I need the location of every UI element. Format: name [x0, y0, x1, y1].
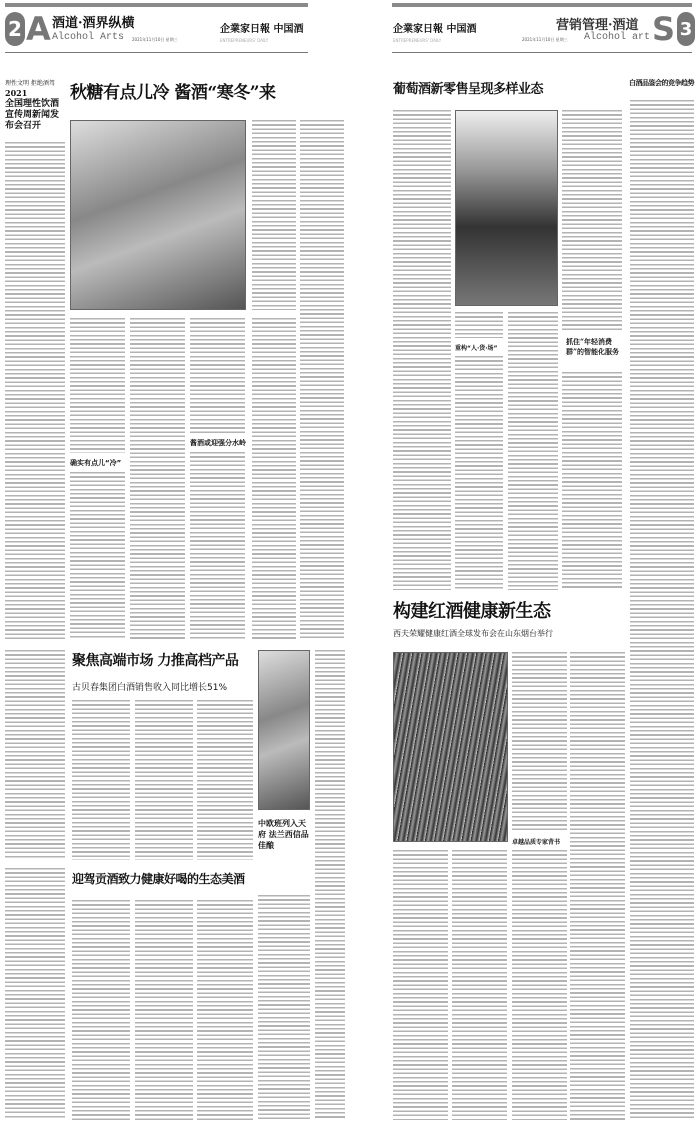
lead-subhead: 重构“人·货·场” [455, 345, 498, 352]
lead-body [562, 110, 622, 330]
second-body [393, 850, 448, 1120]
section-en: Alcohol Arts [52, 32, 125, 43]
third-body [72, 900, 130, 1120]
second-body [135, 700, 193, 860]
header-rule [5, 52, 308, 53]
lead-body [252, 120, 296, 310]
third-body [197, 900, 253, 1120]
page-number: 3 [677, 12, 695, 46]
lead-subhead: 酱酒或迎强分水岭 [190, 439, 246, 447]
lead-body [562, 372, 622, 590]
brief-headline: 中欧班列入天府 法兰西信品佳酿 [258, 818, 309, 850]
brief-body [315, 650, 345, 1120]
wine-shelf-photo [455, 110, 558, 306]
page-letter: S [652, 10, 676, 48]
wine-bottles-photo [393, 652, 508, 842]
sidebar-year: 2021 [5, 88, 28, 98]
second-subtitle: 西夫荣耀健康红酒全球发布会在山东烟台举行 [393, 629, 553, 638]
third-headline: 迎驾贡酒致力健康好喝的生态美酒 [72, 872, 245, 886]
second-body [5, 650, 65, 860]
second-body [570, 652, 625, 1120]
lead-body [190, 452, 245, 640]
lead-body [70, 472, 125, 640]
lead-body [70, 318, 125, 453]
second-subtitle: 古贝春集团白酒销售收入同比增长51% [72, 683, 228, 693]
second-body [512, 652, 567, 832]
lead-subhead: 确实有点儿“冷” [70, 459, 122, 467]
speaker-photo [258, 650, 310, 810]
third-body [135, 900, 193, 1120]
dateline: 2021年11月10日 星期三 [522, 37, 568, 42]
lead-body [252, 318, 296, 640]
second-subhead: 卓越品质专家背书 [512, 839, 561, 846]
lead-body [455, 312, 503, 338]
header-bar [392, 3, 692, 7]
section-title: 营销管理·酒道 [556, 18, 639, 33]
lead-body [300, 120, 344, 640]
lead-body [130, 318, 185, 640]
page-letter: A [26, 10, 51, 48]
expo-photo [70, 120, 246, 310]
section-title: 酒道·酒界纵横 [52, 16, 135, 31]
lead-headline: 秋糖有点儿冷 酱酒“寒冬”来 [70, 83, 276, 103]
masthead-en: ENTREPRENEURS' DAILY [220, 38, 269, 43]
column-subhead: 抓住“年轻消费群”的智能化服务 [566, 337, 620, 356]
second-body [72, 700, 130, 860]
lead-body [508, 312, 558, 590]
header-rule [392, 52, 692, 53]
masthead: 企業家日報 中国酒 [393, 24, 477, 35]
sidebar-headline: 全国理性饮酒宣传周新闻发布会召开 [5, 99, 60, 131]
second-body [452, 850, 507, 1120]
second-headline: 聚焦高端市场 力推高档产品 [72, 653, 239, 669]
sidebar-kicker: 理性文明 拒绝酒驾 [5, 80, 55, 87]
lead-headline: 葡萄酒新零售呈现多样业态 [393, 82, 544, 97]
lead-body [393, 110, 451, 590]
lead-body [190, 318, 245, 433]
dateline: 2021年11月10日 星期三 [132, 37, 178, 42]
brief-body [258, 895, 310, 1120]
lead-body [455, 356, 503, 590]
sidebar-body [5, 142, 65, 640]
page-number: 2 [5, 12, 25, 46]
header-bar [5, 3, 308, 7]
third-body [5, 868, 65, 1120]
second-headline: 构建红酒健康新生态 [393, 601, 551, 622]
masthead-en: ENTREPRENEURS' DAILY [393, 38, 442, 43]
column-body [630, 100, 694, 1120]
second-body [512, 850, 567, 1120]
second-body [197, 700, 253, 860]
masthead: 企業家日報 中国酒 [220, 24, 304, 35]
section-en: Alcohol art [584, 32, 651, 43]
column-headline: 白酒品鉴会的竞争趋势 [629, 78, 694, 87]
